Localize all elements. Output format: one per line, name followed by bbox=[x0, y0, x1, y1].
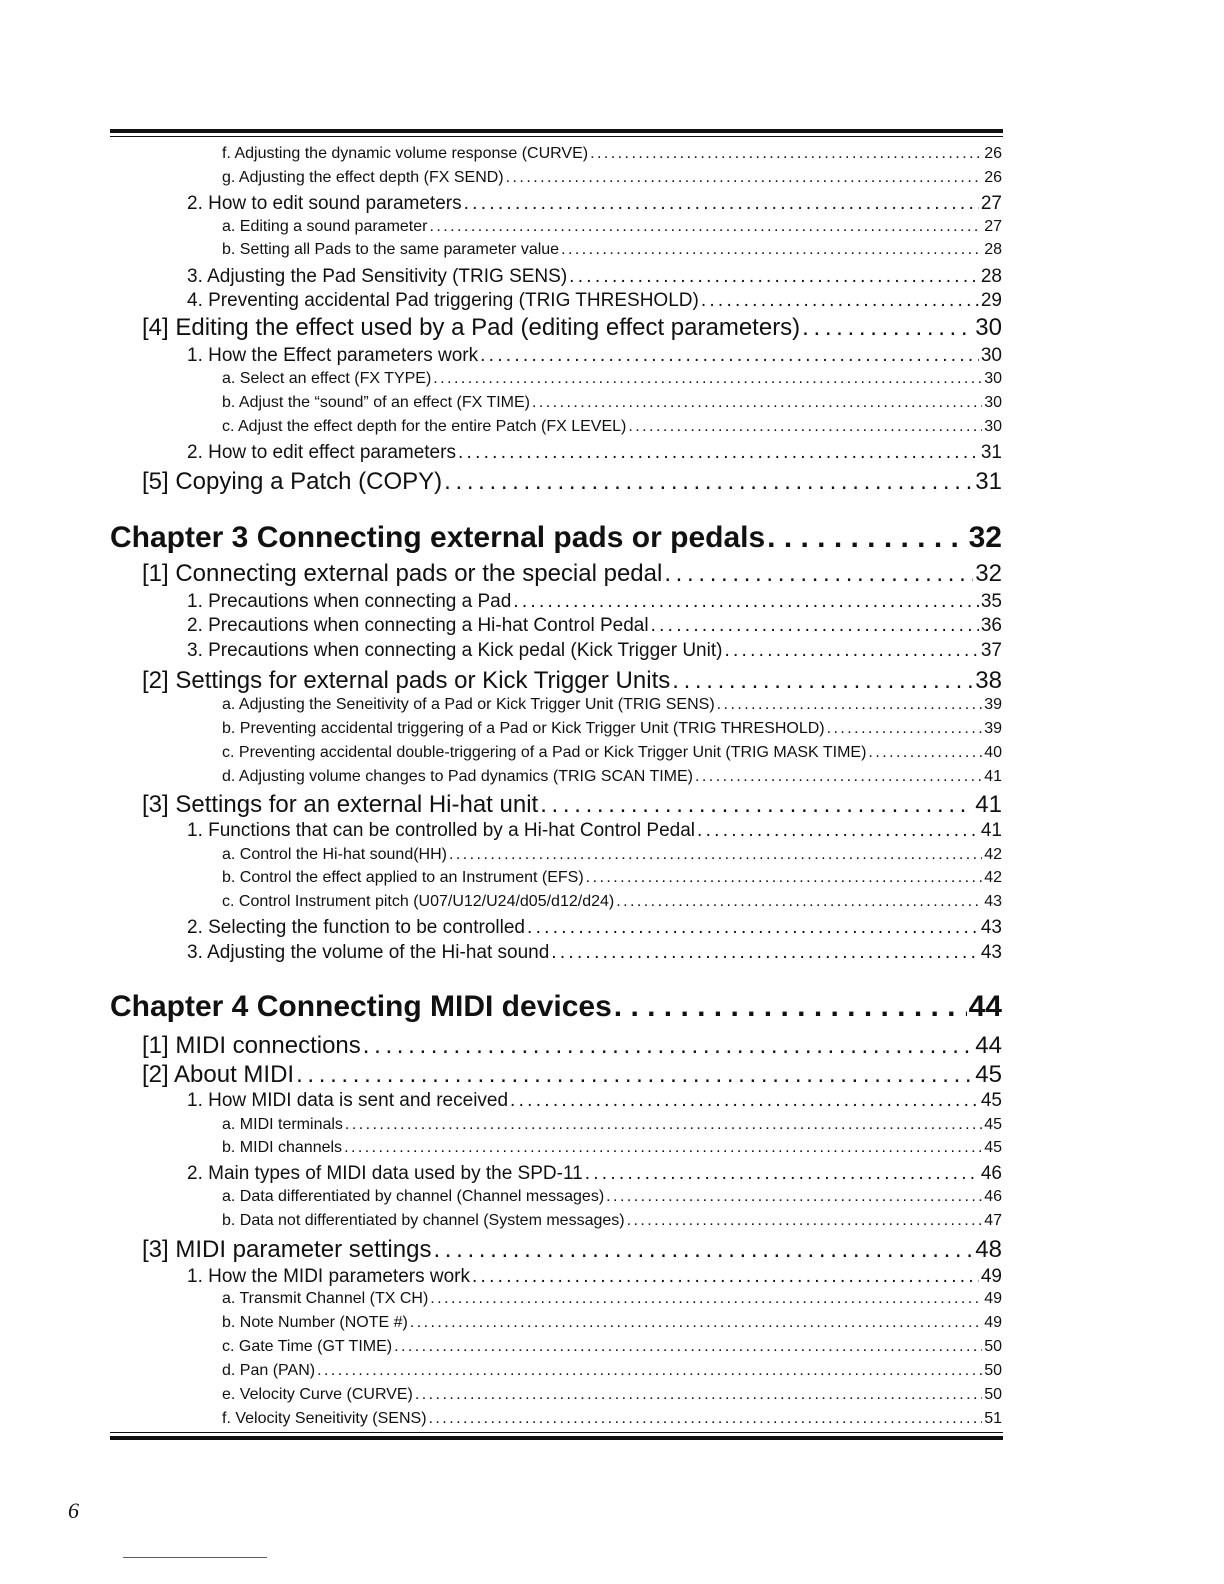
toc-entry bbox=[222, 1410, 1002, 1428]
toc-page-number: 27 bbox=[984, 218, 1002, 235]
toc-leader-dots bbox=[585, 1163, 979, 1185]
toc-entry bbox=[222, 1362, 1002, 1380]
toc-entry bbox=[187, 290, 1002, 312]
toc-title: a. Control the Hi-hat sound(HH) bbox=[222, 846, 447, 863]
toc-section bbox=[142, 560, 1002, 588]
toc-section bbox=[142, 1061, 1002, 1089]
toc-page-number: 42 bbox=[984, 846, 1002, 863]
toc-page-number: 43 bbox=[980, 917, 1002, 938]
toc-leader-dots bbox=[616, 893, 982, 911]
toc-title: b. Control the effect applied to an Instrument (EFS) bbox=[222, 869, 584, 886]
toc-title: e. Velocity Curve (CURVE) bbox=[222, 1386, 413, 1403]
toc-entry bbox=[187, 942, 1002, 964]
toc-page-number: 49 bbox=[984, 1290, 1002, 1307]
toc-page-number: 40 bbox=[984, 744, 1002, 761]
toc-leader-dots bbox=[464, 193, 979, 215]
toc-leader-dots bbox=[717, 696, 983, 714]
toc-page-number: 45 bbox=[975, 1061, 1002, 1088]
toc-title: Chapter 3 Connecting external pads or pedals bbox=[110, 521, 766, 554]
toc-title: 1. How the MIDI parameters work bbox=[187, 1266, 470, 1287]
toc-page-number: 35 bbox=[980, 591, 1002, 612]
toc-leader-dots bbox=[527, 917, 979, 939]
toc-page-number: 49 bbox=[984, 1314, 1002, 1331]
toc-entry bbox=[222, 145, 1002, 163]
toc-title: c. Control Instrument pitch (U07/U12/U24/d05/d12/d24) bbox=[222, 893, 615, 910]
toc-title: c. Preventing accidental double-triggering of a Pad or Kick Trigger Unit (TRIG MASK TIME) bbox=[222, 744, 867, 761]
toc-entry bbox=[187, 640, 1002, 662]
toc-page-number: 44 bbox=[968, 990, 1002, 1023]
toc-leader-dots bbox=[429, 1410, 983, 1428]
bottom-rule bbox=[110, 1432, 1003, 1440]
toc-leader-dots bbox=[672, 667, 973, 695]
toc-title: [2] About MIDI bbox=[142, 1061, 295, 1088]
toc-leader-dots bbox=[802, 314, 973, 342]
toc-page-number: 37 bbox=[980, 640, 1002, 661]
toc-entry bbox=[187, 345, 1002, 367]
toc-entry bbox=[222, 241, 1002, 259]
toc-entry bbox=[222, 1212, 1002, 1230]
toc-title: [1] MIDI connections bbox=[142, 1032, 361, 1059]
toc-title: b. Preventing accidental triggering of a Pad or Kick Trigger Unit (TRIG THRESHOLD) bbox=[222, 720, 825, 737]
toc-entry bbox=[187, 917, 1002, 939]
toc-leader-dots bbox=[569, 266, 979, 288]
toc-page-number: 30 bbox=[975, 314, 1002, 341]
toc-leader-dots bbox=[724, 640, 978, 662]
toc-title: [2] Settings for external pads or Kick Trigger Units bbox=[142, 667, 671, 694]
toc-section bbox=[142, 1032, 1002, 1060]
toc-title: d. Pan (PAN) bbox=[222, 1362, 316, 1379]
toc-page-number: 50 bbox=[984, 1362, 1002, 1379]
toc-title: b. Adjust the “sound” of an effect (FX TIME) bbox=[222, 394, 530, 411]
toc-page-number: 31 bbox=[980, 442, 1002, 463]
toc-entry bbox=[222, 1290, 1002, 1308]
toc-title: b. Note Number (NOTE #) bbox=[222, 1314, 408, 1331]
toc-leader-dots bbox=[444, 468, 973, 496]
toc-title: 2. Main types of MIDI data used by the SPD-11 bbox=[187, 1163, 583, 1184]
toc-entry bbox=[187, 615, 1002, 637]
toc-leader-dots bbox=[345, 1116, 982, 1134]
toc-leader-dots bbox=[614, 990, 967, 1024]
toc-leader-dots bbox=[827, 720, 983, 738]
toc-title: 1. How the Effect parameters work bbox=[187, 345, 479, 366]
toc-title: a. Editing a sound parameter bbox=[222, 218, 428, 235]
toc-leader-dots bbox=[532, 394, 982, 412]
toc-title: 2. Precautions when connecting a Hi-hat Control Pedal bbox=[187, 615, 649, 636]
toc-page-number: 41 bbox=[975, 791, 1002, 818]
toc-leader-dots bbox=[433, 370, 982, 388]
toc-leader-dots bbox=[363, 1032, 974, 1060]
toc-page-number: 41 bbox=[980, 820, 1002, 841]
toc-entry bbox=[222, 846, 1002, 864]
toc-leader-dots bbox=[430, 1290, 982, 1308]
toc-leader-dots bbox=[628, 418, 982, 436]
toc-title: [5] Copying a Patch (COPY) bbox=[142, 468, 443, 495]
toc-entry bbox=[222, 869, 1002, 887]
toc-title: d. Adjusting volume changes to Pad dynamics (TRIG SCAN TIME) bbox=[222, 768, 694, 785]
toc-page-number: 39 bbox=[984, 720, 1002, 737]
toc-title: 2. Selecting the function to be controlled bbox=[187, 917, 526, 938]
toc-page-number: 49 bbox=[980, 1266, 1002, 1287]
toc-page-number: 43 bbox=[980, 942, 1002, 963]
toc-entry bbox=[187, 820, 1002, 842]
toc-page-number: 46 bbox=[980, 1163, 1002, 1184]
toc-title: 3. Adjusting the volume of the Hi-hat sound bbox=[187, 942, 550, 963]
toc-page-number: 32 bbox=[968, 521, 1002, 554]
toc-leader-dots bbox=[317, 1362, 982, 1380]
toc-entry bbox=[222, 720, 1002, 738]
toc-page-number: 30 bbox=[984, 394, 1002, 411]
toc-title: 3. Adjusting the Pad Sensitivity (TRIG SENS) bbox=[187, 266, 568, 287]
toc-title: [1] Connecting external pads or the special pedal bbox=[142, 560, 663, 587]
toc-title: 1. Precautions when connecting a Pad bbox=[187, 591, 512, 612]
toc-section bbox=[142, 314, 1002, 342]
toc-page-number: 42 bbox=[984, 869, 1002, 886]
toc-page-number: 44 bbox=[975, 1032, 1002, 1059]
toc-page-number: 45 bbox=[984, 1116, 1002, 1133]
toc-entry bbox=[187, 193, 1002, 215]
toc-title: b. MIDI channels bbox=[222, 1139, 343, 1156]
toc-title: 2. How to edit effect parameters bbox=[187, 442, 456, 463]
toc-page-number: 41 bbox=[984, 768, 1002, 785]
toc-entry bbox=[187, 1266, 1002, 1288]
toc-leader-dots bbox=[394, 1338, 982, 1356]
toc-page-number: 43 bbox=[984, 893, 1002, 910]
toc-page-number: 45 bbox=[984, 1139, 1002, 1156]
toc-title: a. Data differentiated by channel (Channel messages) bbox=[222, 1188, 605, 1205]
toc-page-number: 26 bbox=[984, 169, 1002, 186]
toc-title: Chapter 4 Connecting MIDI devices bbox=[110, 990, 612, 1023]
toc-leader-dots bbox=[296, 1061, 973, 1089]
toc-page-number: 50 bbox=[984, 1338, 1002, 1355]
toc-leader-dots bbox=[701, 290, 979, 312]
toc-leader-dots bbox=[458, 442, 979, 464]
toc-leader-dots bbox=[415, 1386, 982, 1404]
toc-entry bbox=[222, 744, 1002, 762]
toc-title: [3] Settings for an external Hi-hat unit bbox=[142, 791, 539, 818]
toc-leader-dots bbox=[627, 1212, 983, 1230]
toc-entry bbox=[222, 696, 1002, 714]
toc-section bbox=[142, 791, 1002, 819]
toc-section bbox=[142, 667, 1002, 695]
toc-leader-dots bbox=[433, 1236, 973, 1264]
toc-page-number: 29 bbox=[980, 290, 1002, 311]
toc-leader-dots bbox=[506, 169, 983, 187]
toc-title: a. Transmit Channel (TX CH) bbox=[222, 1290, 429, 1307]
toc-leader-dots bbox=[606, 1188, 982, 1206]
toc-leader-dots bbox=[510, 1090, 979, 1112]
toc-title: b. Setting all Pads to the same parameter value bbox=[222, 241, 560, 258]
toc-title: g. Adjusting the effect depth (FX SEND) bbox=[222, 169, 504, 186]
toc-title: [3] MIDI parameter settings bbox=[142, 1236, 432, 1263]
toc-title: 3. Precautions when connecting a Kick pedal (Kick Trigger Unit) bbox=[187, 640, 723, 661]
toc-leader-dots bbox=[472, 1266, 979, 1288]
toc-leader-dots bbox=[590, 145, 982, 163]
toc-entry bbox=[187, 1163, 1002, 1185]
toc-leader-dots bbox=[586, 869, 983, 887]
toc-title: c. Adjust the effect depth for the entire Patch (FX LEVEL) bbox=[222, 418, 627, 435]
toc-entry bbox=[222, 1386, 1002, 1404]
toc-leader-dots bbox=[480, 345, 979, 367]
page-number: 6 bbox=[68, 1498, 79, 1523]
toc-entry bbox=[187, 266, 1002, 288]
toc-page-number: 30 bbox=[984, 370, 1002, 387]
toc-page-number: 46 bbox=[984, 1188, 1002, 1205]
toc-entry bbox=[222, 893, 1002, 911]
toc-chapter bbox=[110, 990, 1002, 1024]
toc-entry bbox=[187, 591, 1002, 613]
toc-leader-dots bbox=[513, 591, 979, 613]
toc-title: b. Data not differentiated by channel (System messages) bbox=[222, 1212, 625, 1229]
toc-entry bbox=[222, 1314, 1002, 1332]
toc-leader-dots bbox=[561, 241, 982, 259]
toc-entry bbox=[187, 1090, 1002, 1112]
toc-page-number: 30 bbox=[980, 345, 1002, 366]
toc-page-number: 31 bbox=[975, 468, 1002, 495]
toc-page-number: 28 bbox=[984, 241, 1002, 258]
toc-page-number: 51 bbox=[984, 1410, 1002, 1427]
toc-leader-dots bbox=[651, 615, 979, 637]
toc-leader-dots bbox=[551, 942, 979, 964]
toc-leader-dots bbox=[449, 846, 982, 864]
toc-entry bbox=[222, 370, 1002, 388]
toc-chapter bbox=[110, 521, 1002, 555]
toc-page-number: 48 bbox=[975, 1236, 1002, 1263]
toc-section bbox=[142, 468, 1002, 496]
toc-title: 4. Preventing accidental Pad triggering (TRIG THRESHOLD) bbox=[187, 290, 699, 311]
toc-entry bbox=[222, 218, 1002, 236]
toc-leader-dots bbox=[664, 560, 973, 588]
toc-entry bbox=[222, 418, 1002, 436]
toc-entry bbox=[187, 442, 1002, 464]
toc-title: f. Velocity Seneitivity (SENS) bbox=[222, 1410, 427, 1427]
toc-section bbox=[142, 1236, 1002, 1264]
toc-title: a. MIDI terminals bbox=[222, 1116, 343, 1133]
toc-page-number: 28 bbox=[980, 266, 1002, 287]
toc-entry bbox=[222, 1188, 1002, 1206]
toc-leader-dots bbox=[410, 1314, 982, 1332]
toc-page-number: 50 bbox=[984, 1386, 1002, 1403]
toc-page-number: 47 bbox=[984, 1212, 1002, 1229]
toc-title: f. Adjusting the dynamic volume response (CURVE) bbox=[222, 145, 589, 162]
toc-page-number: 26 bbox=[984, 145, 1002, 162]
toc-leader-dots bbox=[540, 791, 973, 819]
toc-title: 1. Functions that can be controlled by a Hi-hat Control Pedal bbox=[187, 820, 696, 841]
toc-leader-dots bbox=[697, 820, 979, 842]
toc-title: c. Gate Time (GT TIME) bbox=[222, 1338, 393, 1355]
toc-entry bbox=[222, 768, 1002, 786]
toc-title: [4] Editing the effect used by a Pad (editing effect parameters) bbox=[142, 314, 801, 341]
toc-leader-dots bbox=[767, 521, 966, 555]
toc-entry bbox=[222, 394, 1002, 412]
toc-entry bbox=[222, 1338, 1002, 1356]
toc-page-number: 36 bbox=[980, 615, 1002, 636]
toc-page-number: 27 bbox=[980, 193, 1002, 214]
toc-title: a. Select an effect (FX TYPE) bbox=[222, 370, 432, 387]
toc-page-number: 45 bbox=[980, 1090, 1002, 1111]
toc-leader-dots bbox=[429, 218, 982, 236]
toc-title: a. Adjusting the Seneitivity of a Pad or Kick Trigger Unit (TRIG SENS) bbox=[222, 696, 715, 713]
toc-page-number: 38 bbox=[975, 667, 1002, 694]
toc-leader-dots bbox=[344, 1139, 982, 1157]
toc-page-number: 39 bbox=[984, 696, 1002, 713]
toc-title: 1. How MIDI data is sent and received bbox=[187, 1090, 509, 1111]
toc-leader-dots bbox=[868, 744, 982, 762]
toc-title: 2. How to edit sound parameters bbox=[187, 193, 462, 214]
toc-page-number: 32 bbox=[975, 560, 1002, 587]
toc-page-number: 30 bbox=[984, 418, 1002, 435]
toc-entry bbox=[222, 169, 1002, 187]
toc-entry bbox=[222, 1116, 1002, 1134]
toc-entry bbox=[222, 1139, 1002, 1157]
footer-line bbox=[123, 1557, 267, 1558]
toc-leader-dots bbox=[695, 768, 982, 786]
